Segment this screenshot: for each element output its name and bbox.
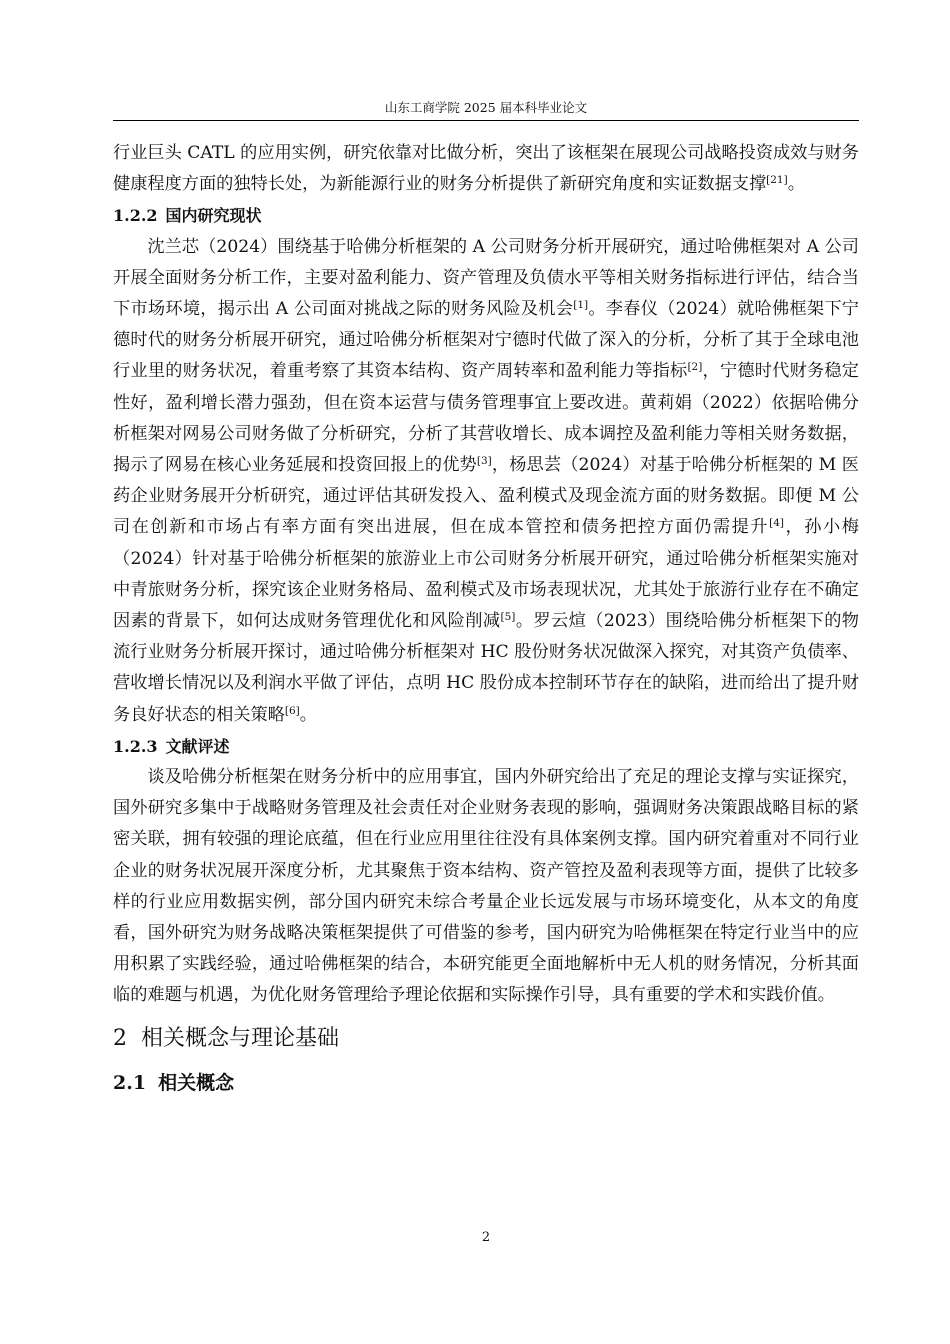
sentence: 。罗云煊（2023）围绕哈佛分析框架下的物流行业财务分析展开探讨，通过哈佛分析框架对 HC 股份财务状况做深入探究，对其资产负债率、营收增长情况以及利润水平做了评估，点明 HC 股份成本控制环节存在的缺陷，进而给出了提升财务良好状态的相关策略	[113, 611, 859, 725]
intro-end: 。	[787, 174, 805, 195]
sentence: ，宁德时代财务稳定性好，盈利增长潜力强劲，但在资本运营与债务管理事宜上要改进。黄莉娟（2022）依据哈佛分析框架对网易公司财务做了分析研究，分析了其营收增长、成本调控及盈利能力等相关财务数据，揭示了网易在核心业务延展和投资回报上的优势	[113, 361, 859, 476]
subsection-heading-122	[113, 200, 859, 231]
sentence: 。李春仪（2024）就哈佛框架下宁德时代的财务分析展开研究，通过哈佛分析框架对宁德时代做了深入的分析，分析了其于全球电池行业里的财务状况，着重考察了其资本结构、资产周转率和盈利能力等指标	[113, 299, 859, 382]
page-number: 2	[481, 1230, 491, 1245]
subsection-title: 国内研究现状	[165, 206, 262, 226]
subsection-number: 1.2.3	[113, 736, 158, 756]
header-divider	[113, 120, 859, 121]
section-title: 相关概念	[158, 1071, 235, 1094]
citation-ref: [3]	[476, 455, 492, 468]
citation-ref: [21]	[766, 174, 788, 187]
sentence: 。	[299, 704, 317, 725]
chapter-number: 2	[113, 1025, 127, 1051]
sentence: ，孙小梅（2024）针对基于哈佛分析框架的旅游业上市公司财务分析展开研究，通过哈佛分析框架实施对中青旅财务分析，探究该企业财务格局、盈利模式及市场表现状况，尤其处于旅游行业存在不确定因素的背景下，如何达成财务管理优化和风险削减	[113, 517, 859, 632]
running-header: 山东工商学院 2025 届本科毕业论文	[384, 100, 588, 115]
sentence: ，杨思芸（2024）对基于哈佛分析框架的 M 医药企业财务展开分析研究，通过评估其研发投入、盈利模式及现金流方面的财务数据。即便 M 公司在创新和市场占有率方面有突出进展，但在成本管控和债务把控方面仍需提升	[113, 455, 859, 538]
citation-ref: [4]	[769, 517, 784, 530]
citation-ref: [6]	[284, 704, 300, 717]
section-heading	[113, 1068, 859, 1098]
chapter-heading	[113, 1024, 859, 1054]
citation-ref: [1]	[573, 299, 589, 312]
intro-text: 行业巨头 CATL 的应用实例，研究依靠对比做分析，突出了该框架在展现公司战略投资成效与财务健康程度方面的独特长处，为新能源行业的财务分析提供了新研究角度和实证数据支撑	[113, 143, 859, 195]
subsection-title: 文献评述	[165, 736, 230, 756]
body-content	[113, 138, 859, 1098]
section-number: 2.1	[113, 1071, 147, 1094]
intro-paragraph	[113, 138, 859, 200]
sentence: 沈兰芯（2024）围绕基于哈佛分析框架的 A 公司财务分析开展研究，通过哈佛框架对 A 公司开展全面财务分析工作，主要对盈利能力、资产管理及负债水平等相关财务指标进行评估，结合当下市场环境，揭示出 A 公司面对挑战之际的财务风险及机会	[113, 236, 859, 320]
chapter-title: 相关概念与理论基础	[141, 1025, 340, 1051]
subsection-number: 1.2.2	[113, 206, 158, 226]
domestic-research-paragraph	[113, 232, 859, 731]
subsection-heading-123	[113, 731, 859, 762]
citation-ref: [5]	[500, 611, 516, 624]
literature-review-paragraph: 谈及哈佛分析框架在财务分析中的应用事宜，国内外研究给出了充足的理论支撑与实证探究，国外研究多集中于战略财务管理及社会责任对企业财务表现的影响，强调财务决策跟战略目标的紧密关联，拥有较强的理论底蕴，但在行业应用里往往没有具体案例支撑。国内研究着重对不同行业企业的财务状况展开深度分析，尤其聚焦于资本结构、资产管控及盈利表现等方面，提供了比较多样的行业应用数据实例，部分国内研究未综合考量企业长远发展与市场环境变化，从本文的角度看，国外研究为财务战略决策框架提供了可借鉴的参考，国内研究为哈佛框架在特定行业当中的应用积累了实践经验，通过哈佛框架的结合，本研究能更全面地解析中无人机的财务情况，分析其面临的难题与机遇，为优化财务管理给予理论依据和实际操作引导，具有重要的学术和实践价值。	[113, 767, 859, 1006]
citation-ref: [2]	[687, 361, 703, 374]
